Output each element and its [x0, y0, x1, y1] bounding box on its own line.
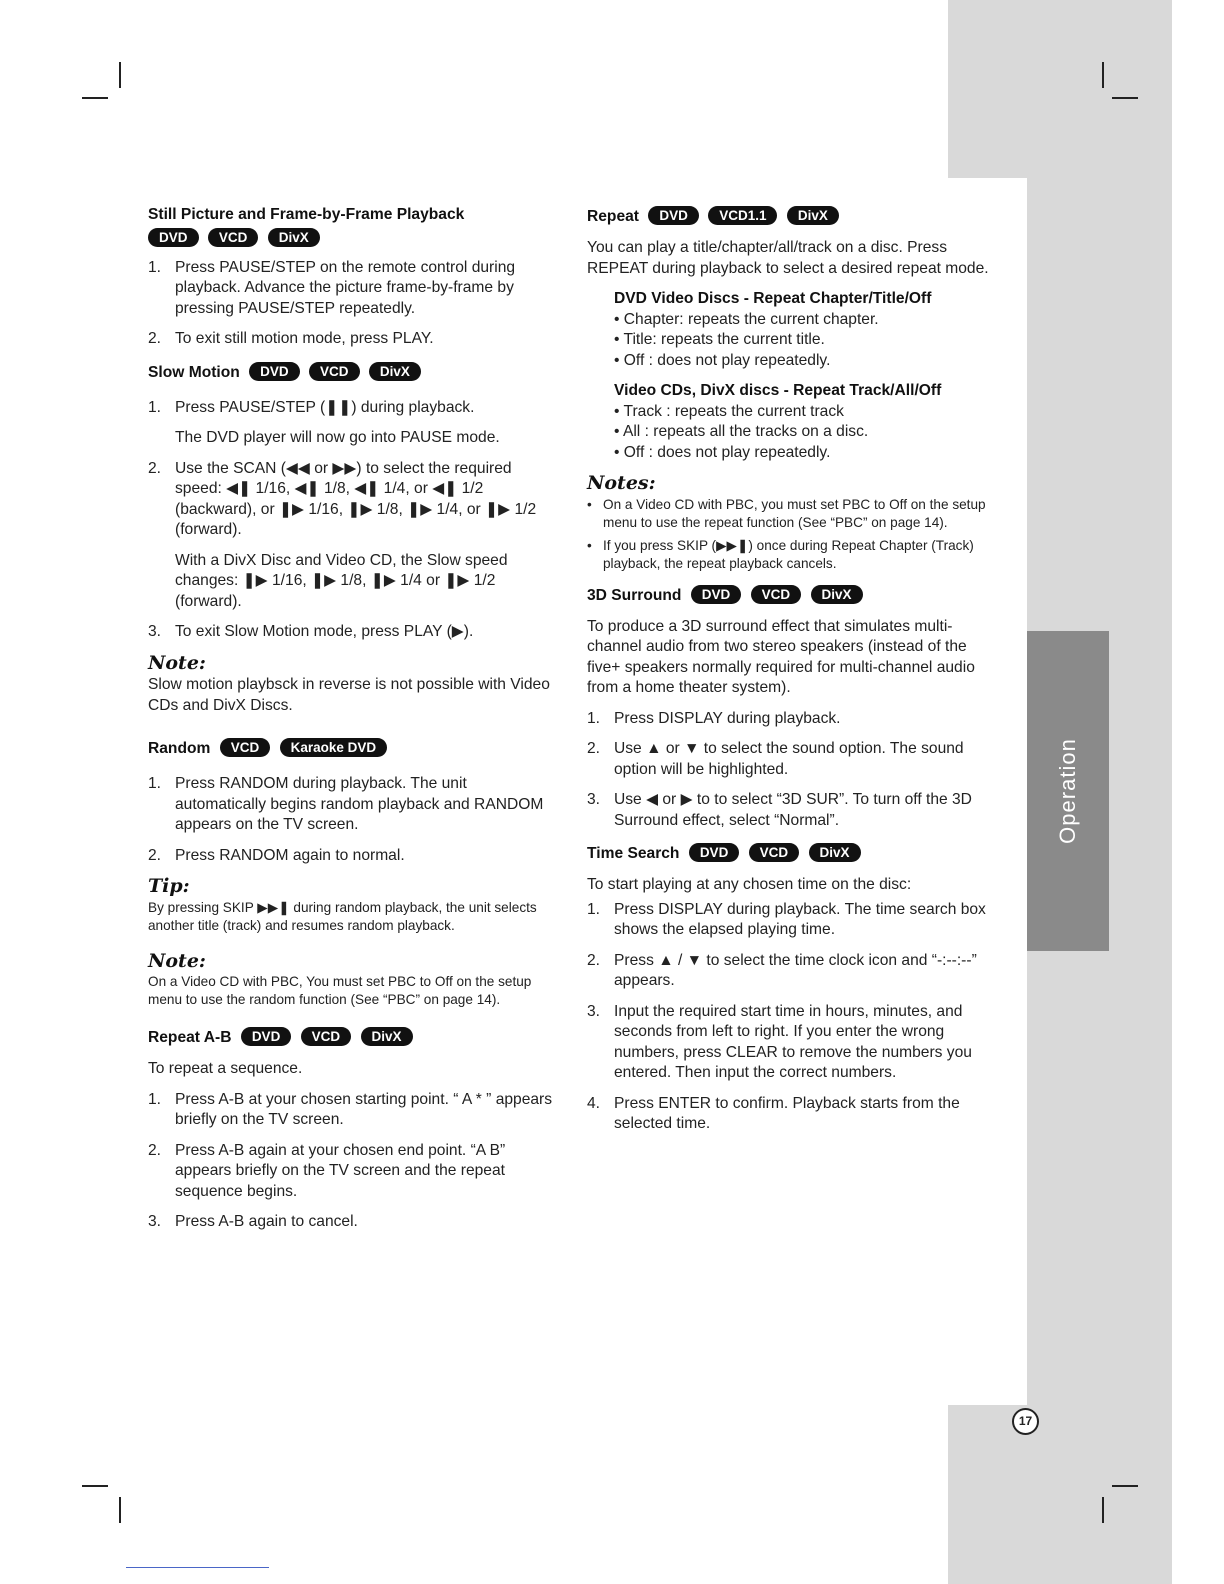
surround-intro: To produce a 3D surround effect that simulates multi-channel audio from two stereo speakers (instead of the five+ speakers normally required for multi-channel audio from a home theater system).	[587, 617, 975, 696]
list-item: • Title: repeats the current title.	[614, 330, 1001, 351]
karaoke-dvd-badge: Karaoke DVD	[280, 738, 388, 757]
divx-badge: DivX	[369, 362, 421, 381]
crop-mark	[119, 62, 121, 88]
vcd-badge: VCD	[301, 1027, 352, 1046]
repeat-ab-section	[148, 1027, 556, 1233]
time-search-section	[587, 843, 1001, 1135]
slow-motion-title: Slow Motion DVD VCD DivX	[148, 362, 556, 384]
list-item: 2. Press ▲ / ▼ to select the time clock icon and “-:--:--” appears.	[587, 951, 977, 989]
list-item: 3. To exit Slow Motion mode, press PLAY (▶).	[148, 623, 474, 640]
vcd-badge: VCD	[749, 843, 800, 862]
list-item: 1. Press PAUSE/STEP (❚❚) during playback.	[148, 398, 475, 416]
list-item: 1. Press PAUSE/STEP on the remote control during playback. Advance the picture frame-by-frame by pressing PAUSE/STEP repeatedly.	[148, 258, 516, 317]
list-item: 4. Press ENTER to confirm. Playback starts from the selected time.	[587, 1094, 960, 1132]
vcd-repeat-heading: Video CDs, DivX discs - Repeat Track/All/Off	[614, 382, 942, 399]
footer-rule	[126, 1567, 269, 1568]
tip-title: Tip:	[148, 875, 190, 897]
crop-mark	[1102, 62, 1104, 88]
time-search-intro: To start playing at any chosen time on the disc:	[587, 876, 912, 893]
repeat-notes	[587, 496, 1001, 573]
operation-tab	[1027, 631, 1109, 951]
crop-mark	[119, 1497, 121, 1523]
crop-mark	[1112, 97, 1138, 99]
divx-badge: DivX	[811, 585, 863, 604]
list-item: 3. Input the required start time in hours, minutes, and seconds from left to right. If you enter the wrong numbers, press CLEAR to remove the numbers you entered. Then input the correct numbers.	[587, 1002, 972, 1081]
list-item: 2. Use ▲ or ▼ to select the sound option. The sound option will be highlighted.	[587, 740, 964, 778]
dvd-badge: DVD	[249, 362, 300, 381]
random-section	[148, 738, 556, 1009]
list-item: • If you press SKIP (▶▶❚) once during Repeat Chapter (Track) playback, the repeat playback cancels.	[587, 537, 1001, 573]
time-search-title: Time Search DVD VCD DivX	[587, 843, 1001, 865]
slow-note: Slow motion playbsck in reverse is not possible with Video CDs and DivX Discs.	[148, 676, 550, 714]
crop-mark	[1102, 1497, 1104, 1523]
page-number: 17	[1012, 1408, 1039, 1435]
list-item: • Off : does not play repeatedly.	[614, 351, 1001, 372]
vcd-badge: VCD	[751, 585, 802, 604]
dvd-badge: DVD	[148, 228, 199, 247]
side-panel-top	[948, 0, 1172, 178]
list-item: 2. To exit still motion mode, press PLAY.	[148, 330, 434, 347]
crop-mark	[82, 97, 108, 99]
list-item: • Off : does not play repeatedly.	[614, 443, 1001, 464]
list-item: 1. Press A-B at your chosen starting point. “ A * ” appears briefly on the TV screen.	[148, 1090, 553, 1128]
vcd-repeat-list	[614, 402, 1001, 464]
dvd-badge: DVD	[241, 1027, 292, 1046]
list-item: 2. Use the SCAN (◀◀ or ▶▶) to select the required speed: ◀❚ 1/16, ◀❚ 1/8, ◀❚ 1/4, or ◀❚ 1/2 (backward), or ❚▶ 1/16, ❚▶ 1/8, ❚▶ 1/4, or ❚▶ 1/2 (forward).	[148, 459, 537, 538]
note-title: Note:	[148, 651, 206, 674]
repeat-intro: You can play a title/chapter/all/track on a disc. Press REPEAT during playback to select a desired repeat mode.	[587, 239, 989, 277]
list-item: • All : repeats all the tracks on a disc.	[614, 422, 1001, 443]
list-item: • On a Video CD with PBC, you must set PBC to Off on the setup menu to use the repeat function (See “PBC” on page 14).	[587, 496, 1001, 532]
repeat-title: Repeat DVD VCD1.1 DivX	[587, 206, 1001, 228]
repeat-section	[587, 206, 1001, 573]
surround-section	[587, 585, 1001, 832]
side-panel-bottom	[948, 1405, 1172, 1584]
crop-mark	[1112, 1485, 1138, 1487]
random-tip: By pressing SKIP ▶▶❚ during random playback, the unit selects another title (track) and resumes random playback.	[148, 899, 537, 933]
crop-mark	[82, 1485, 108, 1487]
notes-title: Notes:	[587, 472, 656, 494]
list-item: 2. Press A-B again at your chosen end point. “A B” appears briefly on the TV screen and the repeat sequence begins.	[148, 1141, 506, 1200]
list-item: 3. Use ◀ or ▶ to to select “3D SUR”. To turn off the 3D Surround effect, select “Normal”.	[587, 791, 972, 829]
dvd-badge: DVD	[689, 843, 740, 862]
dvd-repeat-list	[614, 310, 1001, 372]
slow-motion-section	[148, 362, 556, 717]
list-item: 2. Press RANDOM again to normal.	[148, 846, 405, 864]
list-item: 1. Press DISPLAY during playback. The time search box shows the elapsed playing time.	[587, 900, 986, 938]
operation-tab-label: Operation	[1055, 738, 1080, 844]
list-item: 3. Press A-B again to cancel.	[148, 1213, 358, 1230]
repeat-ab-intro: To repeat a sequence.	[148, 1060, 303, 1077]
vcd-badge: VCD	[220, 738, 271, 757]
divx-badge: DivX	[361, 1027, 413, 1046]
divx-badge: DivX	[268, 228, 320, 247]
repeat-ab-title: Repeat A-B DVD VCD DivX	[148, 1027, 556, 1049]
list-item: • Chapter: repeats the current chapter.	[614, 310, 1001, 331]
vcd-badge: VCD	[208, 228, 259, 247]
slow-step1-sub: The DVD player will now go into PAUSE mode.	[175, 429, 500, 446]
surround-title: 3D Surround DVD VCD DivX	[587, 585, 1001, 607]
right-column	[587, 206, 1001, 1147]
vcd-badge: VCD	[309, 362, 360, 381]
still-picture-section	[148, 204, 556, 350]
list-item: • Track : repeats the current track	[614, 402, 1001, 423]
dvd-badge: DVD	[648, 206, 699, 225]
divx-badge: DivX	[787, 206, 839, 225]
list-item: 1. Press RANDOM during playback. The unit automatically begins random playback and RANDOM appears on the TV screen.	[148, 775, 544, 833]
divx-badge: DivX	[809, 843, 861, 862]
left-column	[148, 204, 556, 1245]
random-title: Random VCD Karaoke DVD	[148, 738, 556, 760]
dvd-badge: DVD	[691, 585, 742, 604]
list-item: 1. Press DISPLAY during playback.	[587, 709, 841, 727]
still-picture-title: Still Picture and Frame-by-Frame Playback	[148, 206, 465, 223]
vcd11-badge: VCD1.1	[708, 206, 777, 225]
slow-step2-sub: With a DivX Disc and Video CD, the Slow speed changes: ❚▶ 1/16, ❚▶ 1/8, ❚▶ 1/4 or ❚▶ 1/2 (forward).	[175, 551, 508, 610]
random-note: On a Video CD with PBC, You must set PBC to Off on the setup menu to use the random function (See “PBC” on page 14).	[148, 974, 532, 1007]
dvd-repeat-heading: DVD Video Discs - Repeat Chapter/Title/Off	[614, 290, 932, 307]
note-title: Note:	[148, 949, 206, 972]
